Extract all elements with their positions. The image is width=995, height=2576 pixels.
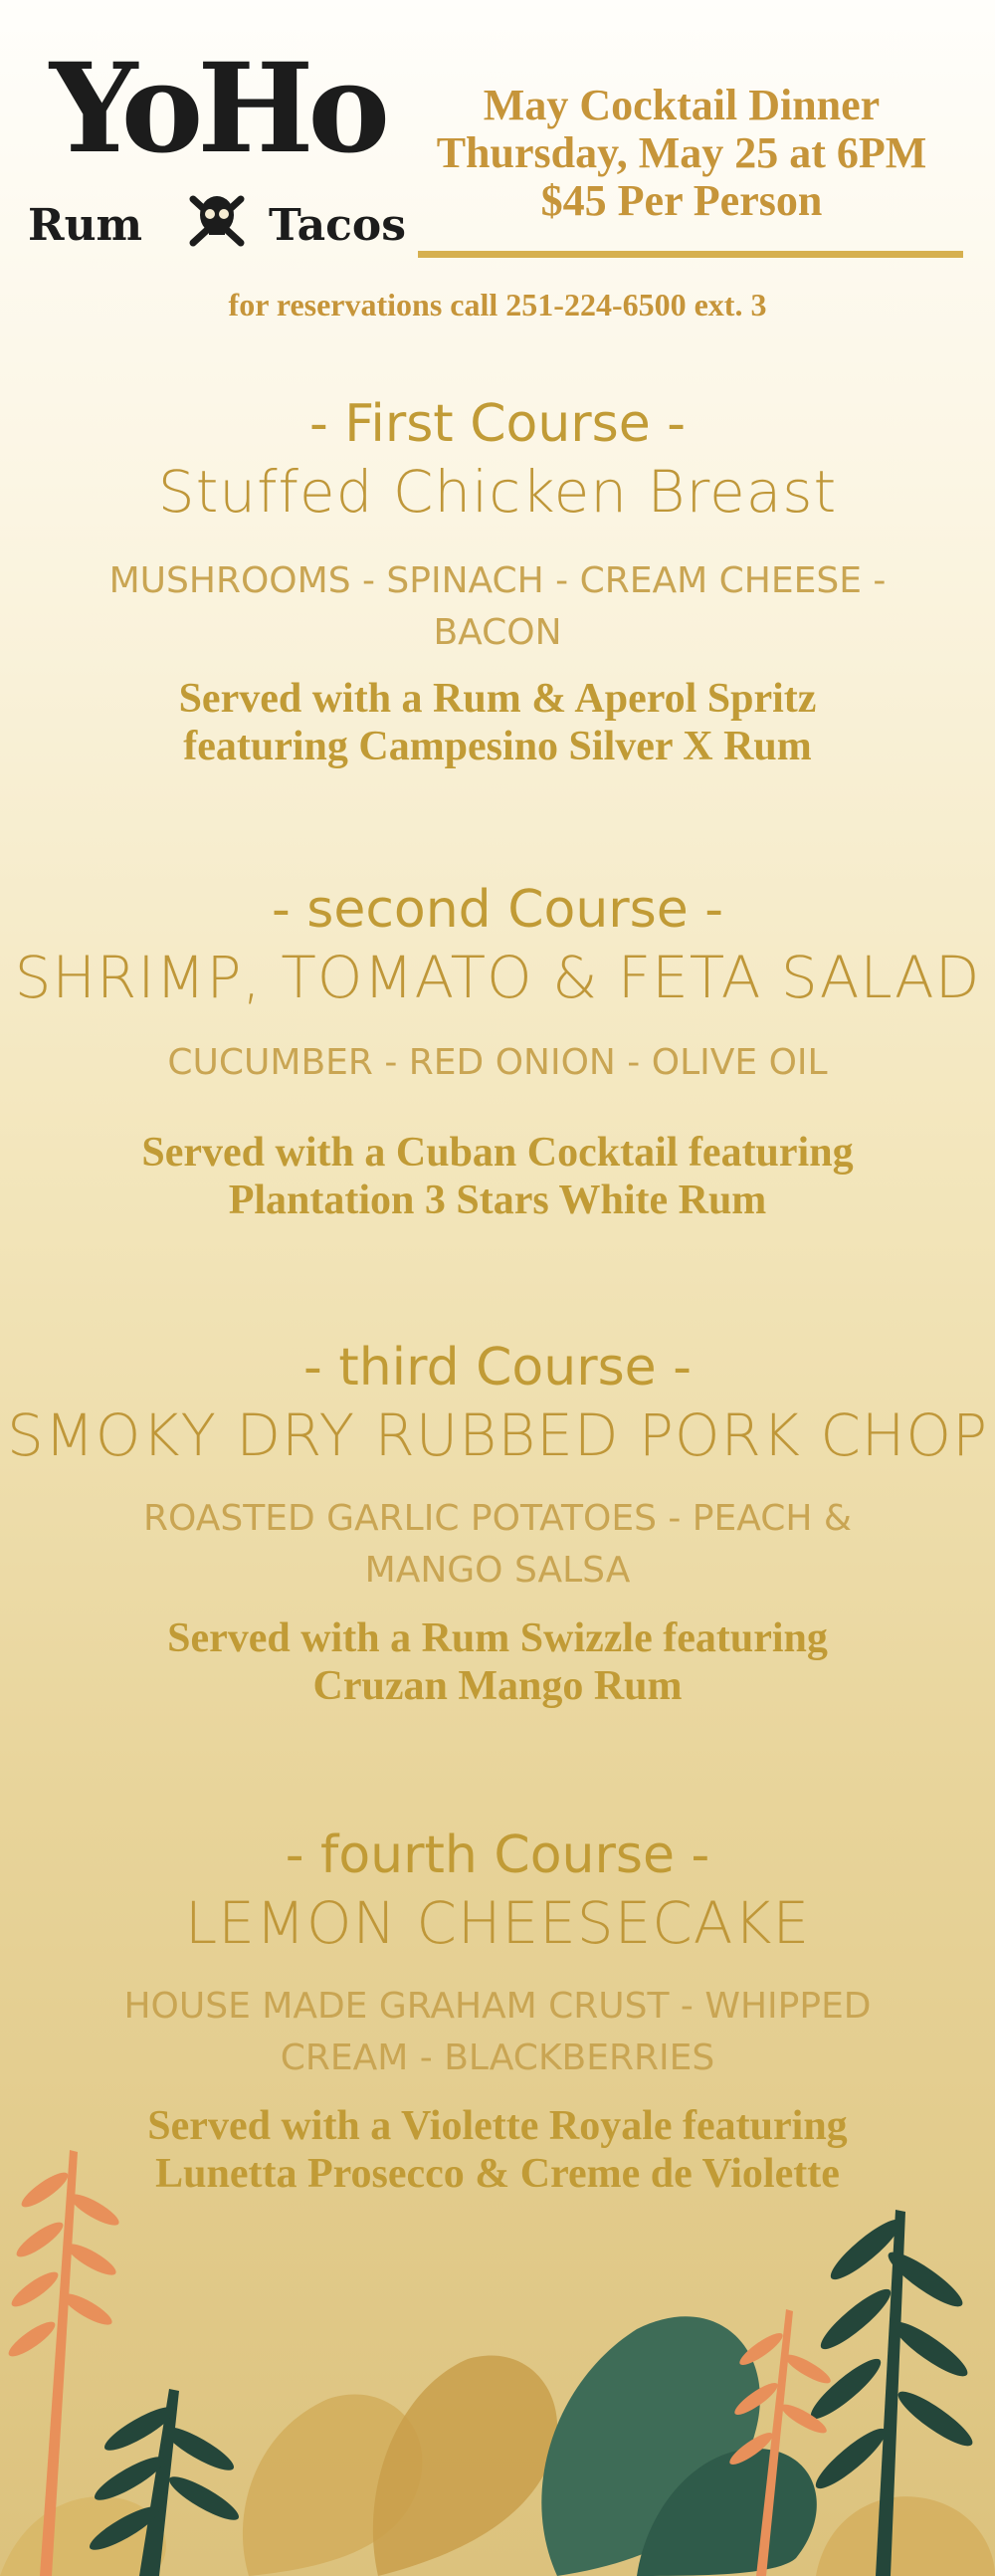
course-title: LEMON CHEESECAKE (184, 1889, 811, 1957)
logo-tacos-text: Tacos (269, 200, 406, 251)
course-third (0, 1336, 995, 1710)
course-description: ROASTED GARLIC POTATOES - PEACH & MANGO SALSA (143, 1498, 852, 1591)
logo-wordmark: YoHo (49, 37, 385, 181)
event-date: Thursday, May 25 at 6PM (436, 128, 927, 177)
course-pairing: Served with a Rum Swizzle featuring Cruzan Mango Rum (167, 1615, 828, 1709)
course-label: - First Course - (308, 394, 687, 454)
logo-rum-text: Rum (28, 200, 143, 251)
skull-crossbones-icon (187, 189, 247, 249)
course-second (0, 878, 995, 1224)
course-description: MUSHROOMS - SPINACH - CREAM CHEESE - BACON (108, 560, 887, 653)
course-label: - second Course - (271, 880, 724, 940)
course-label: - fourth Course - (285, 1825, 710, 1885)
yoho-logo (28, 37, 406, 259)
course-pairing: Served with a Cuban Cocktail featuring Plantation 3 Stars White Rum (141, 1130, 854, 1223)
course-label: - third Course - (303, 1338, 692, 1397)
course-description: HOUSE MADE GRAHAM CRUST - WHIPPED CREAM - BLACKBERRIES (123, 1986, 872, 2078)
course-pairing: Served with a Rum & Aperol Spritz featuring Campesino Silver X Rum (178, 676, 817, 769)
event-title: May Cocktail Dinner (483, 81, 881, 129)
event-header (388, 82, 975, 225)
event-price: $45 Per Person (540, 176, 823, 225)
course-first (0, 392, 995, 770)
foliage-decoration (0, 2130, 995, 2576)
course-description: CUCUMBER - RED ONION - OLIVE OIL (167, 1042, 828, 1083)
course-title: Stuffed Chicken Breast (157, 458, 838, 526)
course-title: SMOKY DRY RUBBED PORK CHOP (6, 1401, 989, 1469)
course-title: SHRIMP, TOMATO & FETA SALAD (14, 944, 981, 1011)
header-divider (418, 251, 963, 258)
reservations-line: for reservations call 251-224-6500 ext. 3 (228, 287, 767, 322)
course-pairing: Served with a Violette Royale featuring Lunetta Prosecco & Creme de Violette (147, 2103, 848, 2197)
